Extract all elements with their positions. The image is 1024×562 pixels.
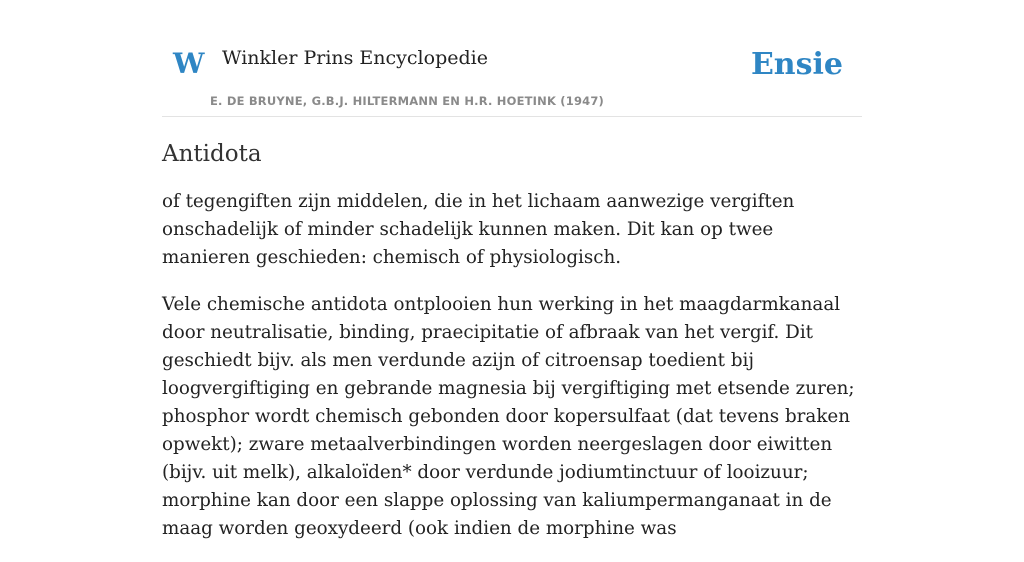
article-paragraph: of tegengiften zijn middelen, die in het lichaam aanwezige vergiften onschadelijk of minder schadelijk kunnen maken. Dit kan op twee manieren geschieden: chemisch of physiologisch. <box>162 191 795 268</box>
source-authors: E. DE BRUYNE, G.B.J. HILTERMANN EN H.R. HOETINK (1947) <box>210 94 605 108</box>
winkler-prins-logo-icon[interactable]: W <box>173 47 205 80</box>
article-title: Antidota <box>162 141 262 167</box>
source-title[interactable]: Winkler Prins Encyclopedie <box>222 47 488 69</box>
article-paragraph: Vele chemische antidota ontplooien hun werking in het maagdarmkanaal door neutralisatie, binding, praecipitatie of afbraak van het vergif. Dit geschiedt bijv. als men verdunde azijn of citroensap toedient bij loogvergiftiging en gebrande magnesia bij vergiftiging met etsende zuren; phosphor wordt chemisch gebonden door kopersulfaat (dat tevens braken opwekt); zware metaalverbindingen worden neergeslagen door eiwitten (bijv. uit melk), alkaloïden* door verdunde jodiumtinctuur of looizuur; morphine kan door een slappe oplossing van kaliumpermanganaat in de maag worden geoxydeerd (ook indien de morphine was <box>162 294 855 539</box>
article-body <box>162 138 866 562</box>
source-header <box>162 0 862 117</box>
ensie-brand-logo[interactable]: Ensie <box>750 47 843 82</box>
